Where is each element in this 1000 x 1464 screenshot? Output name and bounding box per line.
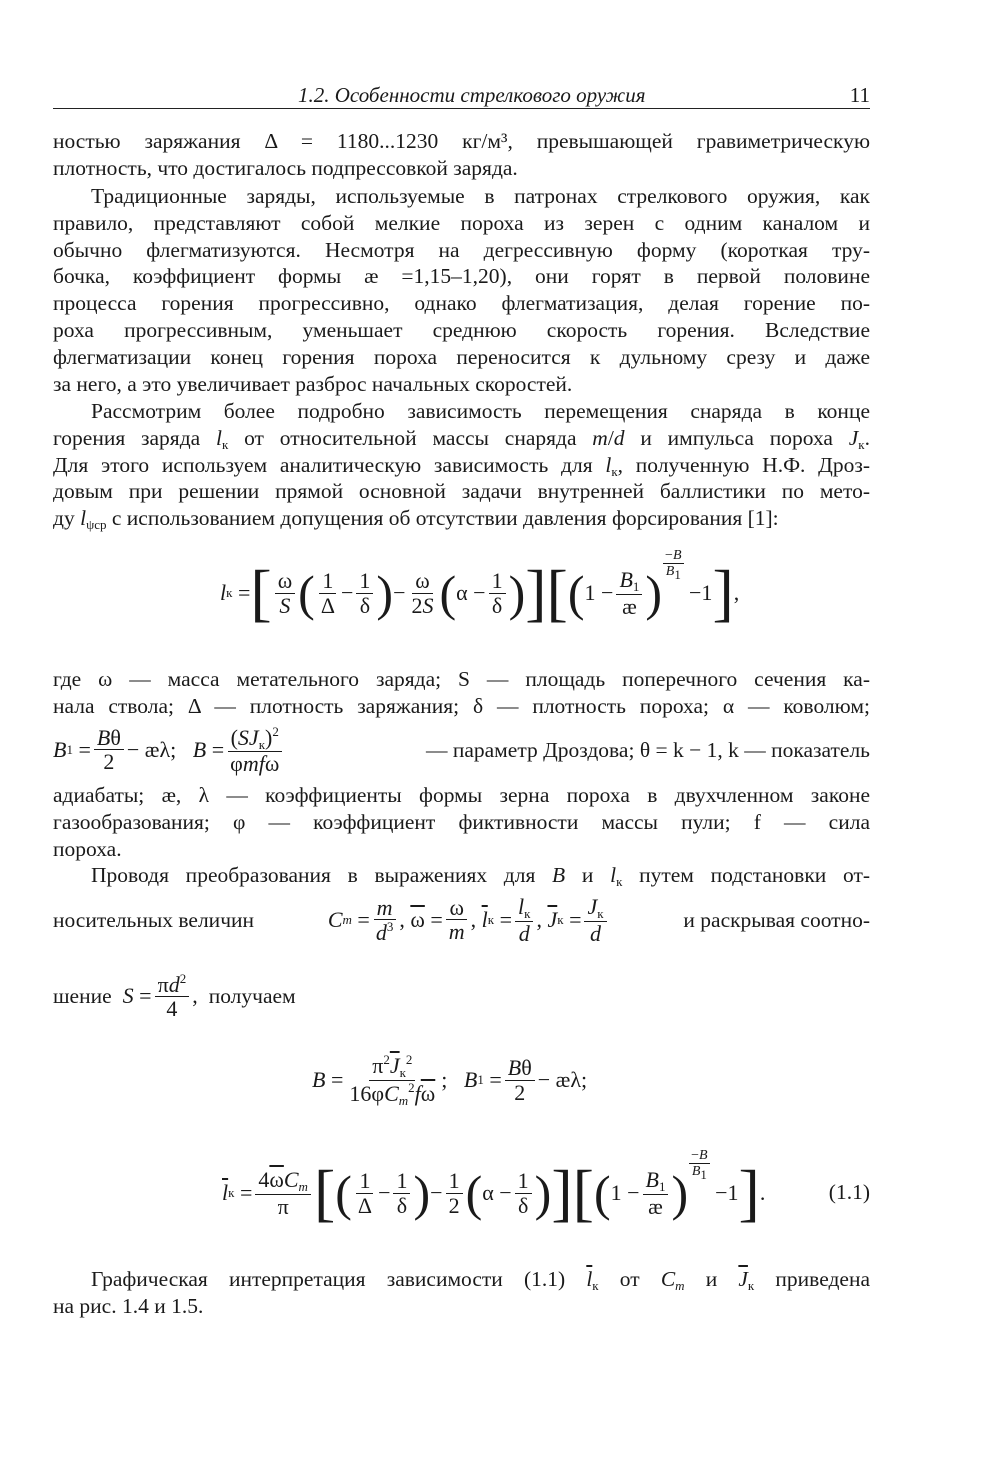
area-line: шение S = $\frac{\pi d^2}{4}$ , получаем [53, 970, 296, 1021]
text-line: Рассмотрим более подробно зависимость перемещения снаряда в конце [91, 399, 870, 423]
text-line: правило, представляют собой мелкие пороха из зерен с одним каналом и [53, 210, 870, 235]
text-line: шение [53, 983, 112, 1008]
paragraph-6 [53, 1266, 870, 1320]
definitions-line: B 1 = $\frac{B\theta}{2}$ − æλ; B = $\frac{(SJ_к)^2}{\text{φmfω}}$ — параметр Дроздова; θ = k − 1, k — показатель [53, 723, 870, 777]
text-line: адиабаты; æ, λ — коэффициенты формы зерна пороха в двухчленном законе [53, 783, 870, 807]
text-line: Графическая интерпретация зависимости (1.1) $\overline{l}_к$ от $C_m$ и $\overline{J}_к$ приведена [91, 1267, 870, 1293]
paragraph-1 [53, 128, 870, 182]
text-line: нала ствола; Δ — плотность заряжания; δ — плотность пороха; α — коволюм; [53, 693, 870, 718]
text-line: горения заряда $l_к$ от относительной массы снаряда m/d и импульса пороха $J_к$. [53, 425, 870, 452]
text-line: довым при решении прямой основной задачи внутренней баллистики по мето- [53, 479, 870, 504]
paragraph-4 [53, 666, 870, 720]
text-line: — параметр Дроздова; θ = k − 1, k — показатель [425, 737, 870, 762]
text-line: получаем [208, 983, 296, 1008]
text-line: плотность, что достигалось подпрессовкой заряда. [53, 155, 518, 180]
relative-values-line: носительных величин C m = $\frac{m}{d^3}$ , $\overline{\omega}$ = $\frac{\omega}{m}$ , $\overline{l}$ к = $\frac{l_к}{d}$ , $\overline{J}$ к = $\frac{J_к}{d}$ и раскрывая соотно- [53, 894, 870, 946]
text-line: бочка, коэффициент формы æ =1,15–1,20), они горят в первой половине [53, 264, 870, 289]
text-line: процесса горения прогрессивно, однако флегматизация, делая горение по- [53, 291, 870, 316]
text-line: за него, а это увеличивает разброс начальных скоростей. [53, 371, 573, 396]
text-line: флегматизации конец горения пороха переносится к дульному срезу и даже [53, 344, 870, 369]
text-line: на рис. 1.4 и 1.5. [53, 1293, 204, 1318]
text-line: Проводя преобразования в выражениях для B и $l_к$ путем подстановки от- [91, 863, 870, 889]
text-line: ду $l_{\psi ср}$ с использованием допущения об отсутствии давления форсирования [1]: [53, 506, 779, 533]
text-line: где ω — масса метательного заряда; S — площадь поперечного сечения ка- [53, 667, 870, 691]
equation-b: B = $\frac{\pi^2\overline{J}_к^2}{16\varphi C_m^2f\overline{\omega}}$ ; B 1 = $\frac{B\theta}{2}$ − æλ; [312, 1051, 588, 1108]
text-line: и раскрывая соотно- [683, 907, 870, 932]
text-line: ностью заряжания Δ = 1180...1230 кг/м³, превышающей гравиметрическую [53, 129, 870, 153]
equation-lk: l к = [ $\frac{\omega}{S}$ ( $\frac{1}{\Delta}$ − $\frac{1}{\delta}$ ) − $\frac{\omega}{2S}$ ( α − $\frac{1}{\delta}$ ) ] [ ( 1 − $\frac{B_1}{æ}$ ) −B $B_1$ −1 ] , [220, 547, 740, 628]
text-line: носительных величин [53, 907, 255, 932]
text-line: газообразования; φ — коэффициент фиктивности массы пули; f — сила [53, 809, 870, 834]
running-title: 1.2. Особенности стрелкового оружия [298, 83, 646, 107]
text-line: пороха. [53, 836, 122, 861]
page-header [53, 82, 870, 109]
text-line: роха прогрессивным, уменьшает среднюю скорость горения. Вследствие [53, 317, 870, 342]
text-line: обычно флегматизуются. Несмотря на дегрессивную форму (короткая тру- [53, 237, 870, 262]
paragraph-4-cont [53, 782, 870, 862]
equation-number: (1.1) [828, 1180, 870, 1204]
page-number: 11 [849, 83, 870, 107]
paragraph-5 [53, 862, 870, 889]
paragraph-3 [53, 398, 870, 532]
paragraph-2 [53, 183, 870, 397]
text-line: Для этого используем аналитическую зависимость для $l_к$, полученную Н.Ф. Дроз- [53, 452, 871, 479]
text-line: Традиционные заряды, используемые в патронах стрелкового оружия, как [91, 184, 870, 208]
equation-lk-relative: $\overline{l}$ к = $\frac{4\overline{\omega}C_m}{\pi}$ [ ( $\frac{1}{\Delta}$ − $\frac{1}{\delta}$ ) − $\frac{1}{2}$ ( α − $\frac{1}{\delta}$ ) ] [ ( 1 − $\frac{B_1}{æ}$ ) −B $B_1$ −1 ] . [222, 1147, 766, 1228]
